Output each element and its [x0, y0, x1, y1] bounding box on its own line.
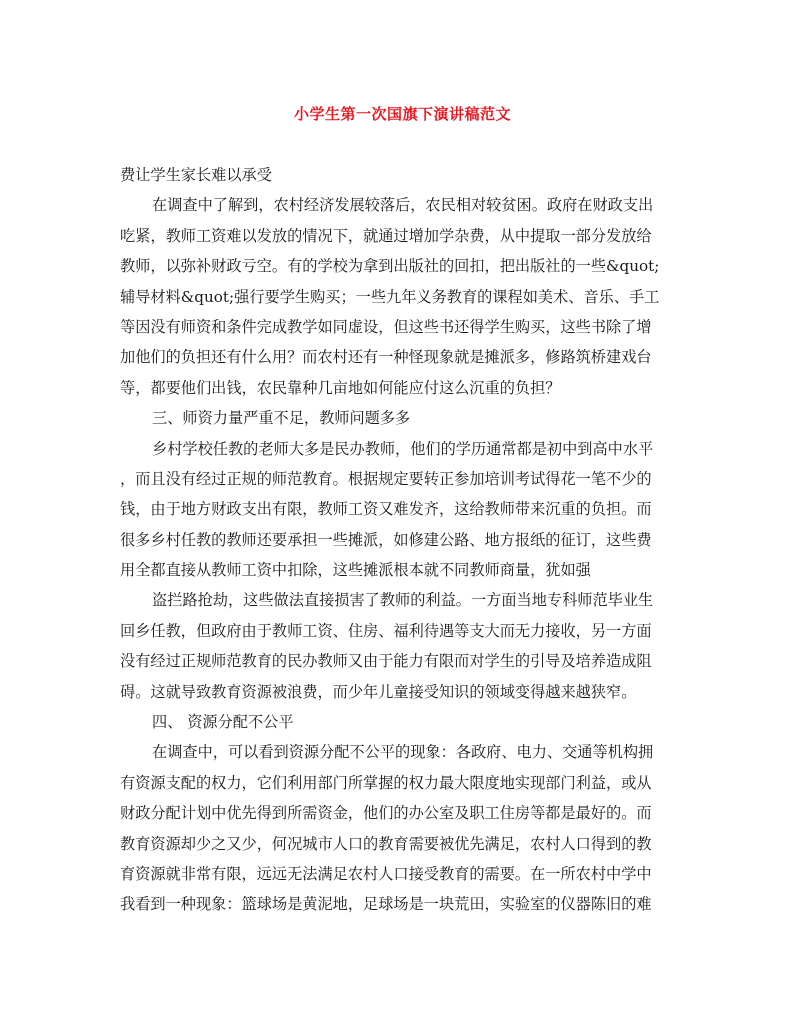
document-page	[120, 0, 685, 1035]
text-line: ，而且没有经过正规的师范教育。根据规定要转正参加培训考试得花一笔不少的	[120, 469, 652, 488]
text-line: 在调查中，可以看到资源分配不公平的现象：各政府、电力、交通等机构拥	[152, 743, 654, 762]
text-line: 等因没有师资和条件完成教学如同虚设，但这些书还得学生购买，这些书除了增	[120, 317, 652, 336]
text-line: 辅导材料&quot;强行要学生购买；一些九年义务教育的课程如美术、音乐、手工	[120, 287, 660, 306]
text-line: 四、 资源分配不公平	[152, 713, 294, 732]
text-line: 在调查中了解到，农村经济发展较落后，农民相对较贫困。政府在财政支出	[152, 196, 654, 215]
text-line: 财政分配计划中优先得到所需资金，他们的办公室及职工住房等都是最好的。而	[120, 804, 652, 823]
text-line: 乡村学校任教的老师大多是民办教师，他们的学历通常都是初中到高中水平	[152, 439, 654, 458]
document-body	[120, 160, 685, 920]
text-line: 很多乡村任教的教师还要承担一些摊派，如修建公路、地方报纸的征订，这些费	[120, 530, 652, 549]
text-line: 育资源就非常有限，远远无法满足农村人口接受教育的需要。在一所农村中学中	[120, 864, 652, 883]
text-line: 教师，以弥补财政亏空。有的学校为拿到出版社的回扣，把出版社的一些&quot;	[120, 257, 660, 276]
text-line: 用全都直接从教师工资中扣除，这些摊派根本就不同教师商量，犹如强	[120, 561, 591, 580]
text-line: 没有经过正规师范教育的民办教师又由于能力有限而对学生的引导及培养造成阻	[120, 652, 652, 671]
document-title: 小学生第一次国旗下演讲稿范文	[293, 105, 511, 123]
text-line: 吃紧，教师工资难以发放的情况下，就通过增加学杂费，从中提取一部分发放给	[120, 226, 652, 245]
text-line: 费让学生家长难以承受	[120, 166, 272, 184]
text-line: 三、师资力量严重不足，教师问题多多	[152, 409, 411, 428]
text-line: 我看到一种现象：篮球场是黄泥地，足球场是一块荒田，实验室的仪器陈旧的难	[120, 895, 652, 914]
text-line: 钱，由于地方财政支出有限，教师工资又难发齐，这给教师带来沉重的负担。而	[120, 500, 652, 519]
text-line: 碍。这就导致教育资源被浪费，而少年儿童接受知识的领域变得越来越狭窄。	[120, 682, 637, 701]
text-line: 等，都要他们出钱，农民靠种几亩地如何能应付这么沉重的负担？	[120, 378, 561, 397]
text-line: 盗拦路抢劫，这些做法直接损害了教师的利益。一方面当地专科师范毕业生	[152, 591, 654, 610]
text-line: 教育资源却少之又少，何况城市人口的教育需要被优先满足，农村人口得到的教	[120, 834, 652, 853]
text-line: 有资源支配的权力，它们利用部门所掌握的权力最大限度地实现部门利益，或从	[120, 773, 652, 792]
text-line: 加他们的负担还有什么用？而农村还有一种怪现象就是摊派多，修路筑桥建戏台	[120, 348, 652, 367]
text-line: 回乡任教，但政府由于教师工资、住房、福利待遇等支大而无力接收，另一方面	[120, 621, 652, 640]
